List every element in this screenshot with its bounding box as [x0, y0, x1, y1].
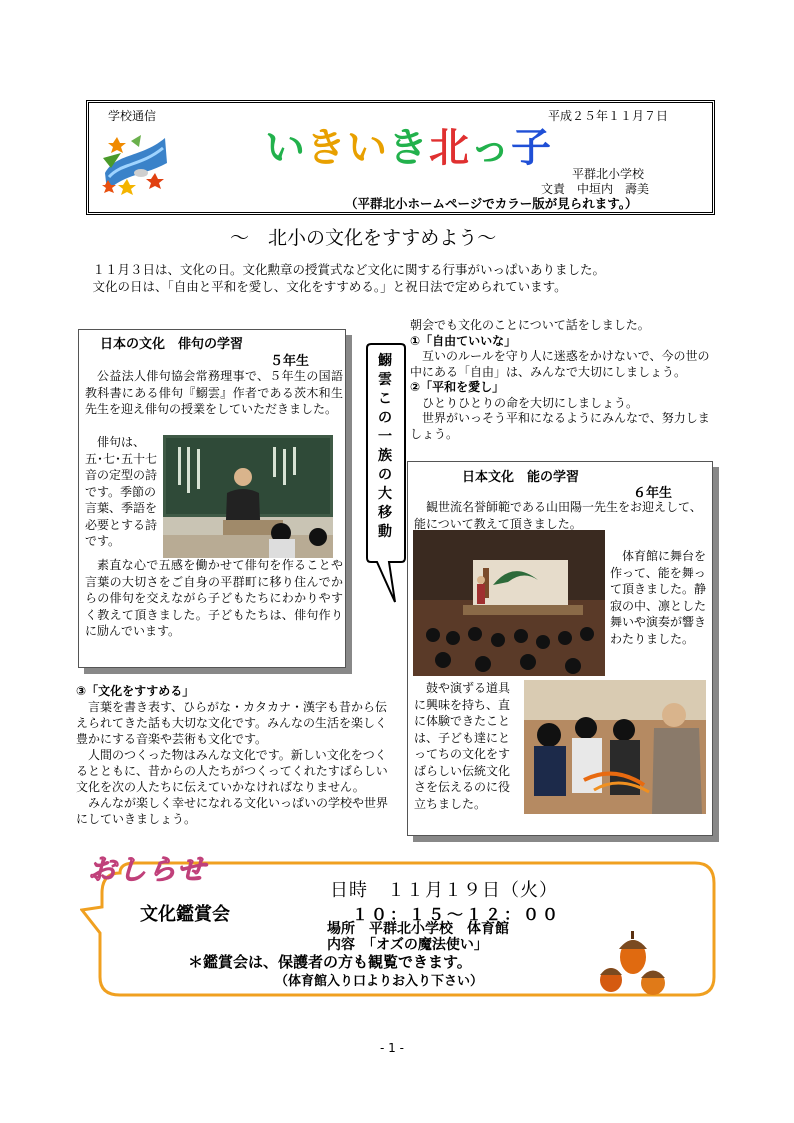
newsletter-title — [265, 124, 552, 172]
poem-character: 雲 — [378, 372, 392, 388]
section-3-culture — [76, 683, 398, 827]
title-character: っ — [470, 125, 511, 171]
poem-character: 一 — [378, 429, 392, 445]
noh-paragraph: 観世流名誉師範である山田陽一先生をお迎えして、能について教えて頂きました。 — [414, 500, 702, 531]
point-1-heading: ①「自由ていいな」 — [410, 333, 517, 348]
noh-paragraph: 鼓や演ずる道具に興味を持ち、直に体験できたことは、子ども達にとってちの文化をすばらしい伝統文化さを伝えるのに役立ちました。 — [414, 681, 511, 811]
event-content: 内容 「オズの魔法使い」 — [327, 937, 488, 953]
event-name: 文化鑑賞会 — [140, 904, 230, 925]
haiku-paragraph: 公益法人俳句協会常務理事で、５年生の国語教科書にある俳句『鰯雲』作者である茨木和生先生を迎え俳句の授業をしていただきました。 — [85, 369, 343, 416]
color-version-note: （平群北小ホームページでカラー版が見られます。） — [345, 196, 638, 211]
title-character: い — [265, 125, 306, 171]
autumn-leaves-illustration — [101, 133, 169, 201]
section-3-paragraph: 人間のつくった物はみんな文化です。新しい文化をつくるとともに、昔からの人たちがつくってくれたすばらしい文化を次の人たちに伝えていかなければなりません。 — [76, 748, 388, 794]
intro-paragraph: 文化の日は、「自由と平和を愛し、文化をすすめる。」と祝日法で定められています。 — [92, 279, 567, 294]
haiku-article-title: 日本の文化 俳句の学習 — [100, 337, 244, 352]
title-character: き — [388, 125, 429, 171]
poem-character: の — [378, 467, 392, 483]
event-note: ＊鑑賞会は、保護者の方も観覧できます。 — [188, 953, 472, 971]
haiku-grade: ５年生 — [270, 354, 310, 369]
title-character: い — [347, 125, 388, 171]
haiku-paragraph: 素直な心で五感を働かせて俳句を作ることや言葉の大切さをご自身の平群町に移り住んでからの俳句を交えながら子どもたちにわかりやすく教えて頂きました。子どもたちは、俳句作りに励んでいます。 — [85, 558, 343, 638]
event-date: 日時 １１月１９日（火） — [330, 880, 558, 901]
noh-grade: ６年生 — [633, 486, 673, 501]
noh-stage-photo — [413, 530, 605, 676]
haiku-class-photo — [163, 435, 333, 558]
haiku-paragraph: 俳句は、五･七･五十七音の定型の詩です。季節の言葉、季語を必要とする詩です。 — [85, 435, 158, 548]
haiku-poem — [370, 352, 400, 542]
assembly-intro: 朝会でも文化のことについて話をしました。 — [410, 318, 650, 332]
event-time: １０：１５～１２：００ — [352, 905, 562, 924]
section-3-heading: ③「文化をすすめる」 — [76, 684, 195, 698]
intro-text — [80, 261, 720, 295]
headline: ～ 北小の文化をすすめよう～ — [230, 227, 497, 249]
poem-character: 移 — [378, 505, 392, 521]
noh-instrument-photo — [524, 680, 706, 814]
noh-paragraph: 体育館に舞台を作って、能を舞って頂きました。静寂の中、凛とした舞いや演奏が響きわたりました。 — [610, 549, 707, 646]
poem-character: の — [378, 410, 392, 426]
poem-character: 鰯 — [378, 353, 392, 369]
author-credit: 文責 中垣内 壽美 — [541, 182, 650, 196]
poem-character: 動 — [378, 524, 392, 540]
point-2-text: 世界がいっそう平和になるようにみんなで、努力しましょう。 — [410, 411, 710, 441]
intro-paragraph: １１月３日は、文化の日。文化勲章の授賞式など文化に関する行事がいっぱいありました。 — [92, 262, 606, 277]
page-number: - 1 - — [380, 1041, 404, 1055]
point-2-heading: ②「平和を愛し」 — [410, 380, 505, 394]
acorns-illustration — [595, 925, 670, 997]
noh-article-title: 日本文化 能の学習 — [462, 470, 580, 485]
newsletter-label: 学校通信 — [108, 109, 157, 123]
poem-character: こ — [378, 391, 392, 407]
title-character: 子 — [511, 125, 552, 171]
notice-logo: おしらせ — [88, 853, 208, 886]
poem-character: 族 — [378, 448, 392, 464]
assembly-talk — [410, 318, 716, 442]
title-character: 北 — [429, 125, 470, 171]
event-place: 場所 平群北小学校 体育館 — [327, 921, 509, 937]
event-entrance-note: （体育館入り口よりお入り下さい） — [275, 974, 484, 989]
section-3-paragraph: 言葉を書き表す、ひらがな・カタカナ・漢字も昔から伝えられてきた話も大切な文化です。みんなの生活を楽しく豊かにする音楽や芸術も文化です。 — [76, 700, 388, 746]
point-1-text: 互いのルールを守り人に迷惑をかけないで、今の世の中にある「自由」は、みんなで大切にしましょう。 — [410, 349, 710, 379]
school-name: 平群北小学校 — [572, 167, 645, 181]
poem-character: 大 — [378, 486, 392, 502]
title-character: き — [306, 125, 347, 171]
section-3-paragraph: みんなが楽しく幸せになれる文化いっぱいの学校や世界にしていきましょう。 — [76, 796, 389, 826]
issue-date: 平成２５年１１月７日 — [548, 109, 669, 123]
point-2-text: ひとりひとりの命を大切にしましょう。 — [422, 395, 639, 410]
